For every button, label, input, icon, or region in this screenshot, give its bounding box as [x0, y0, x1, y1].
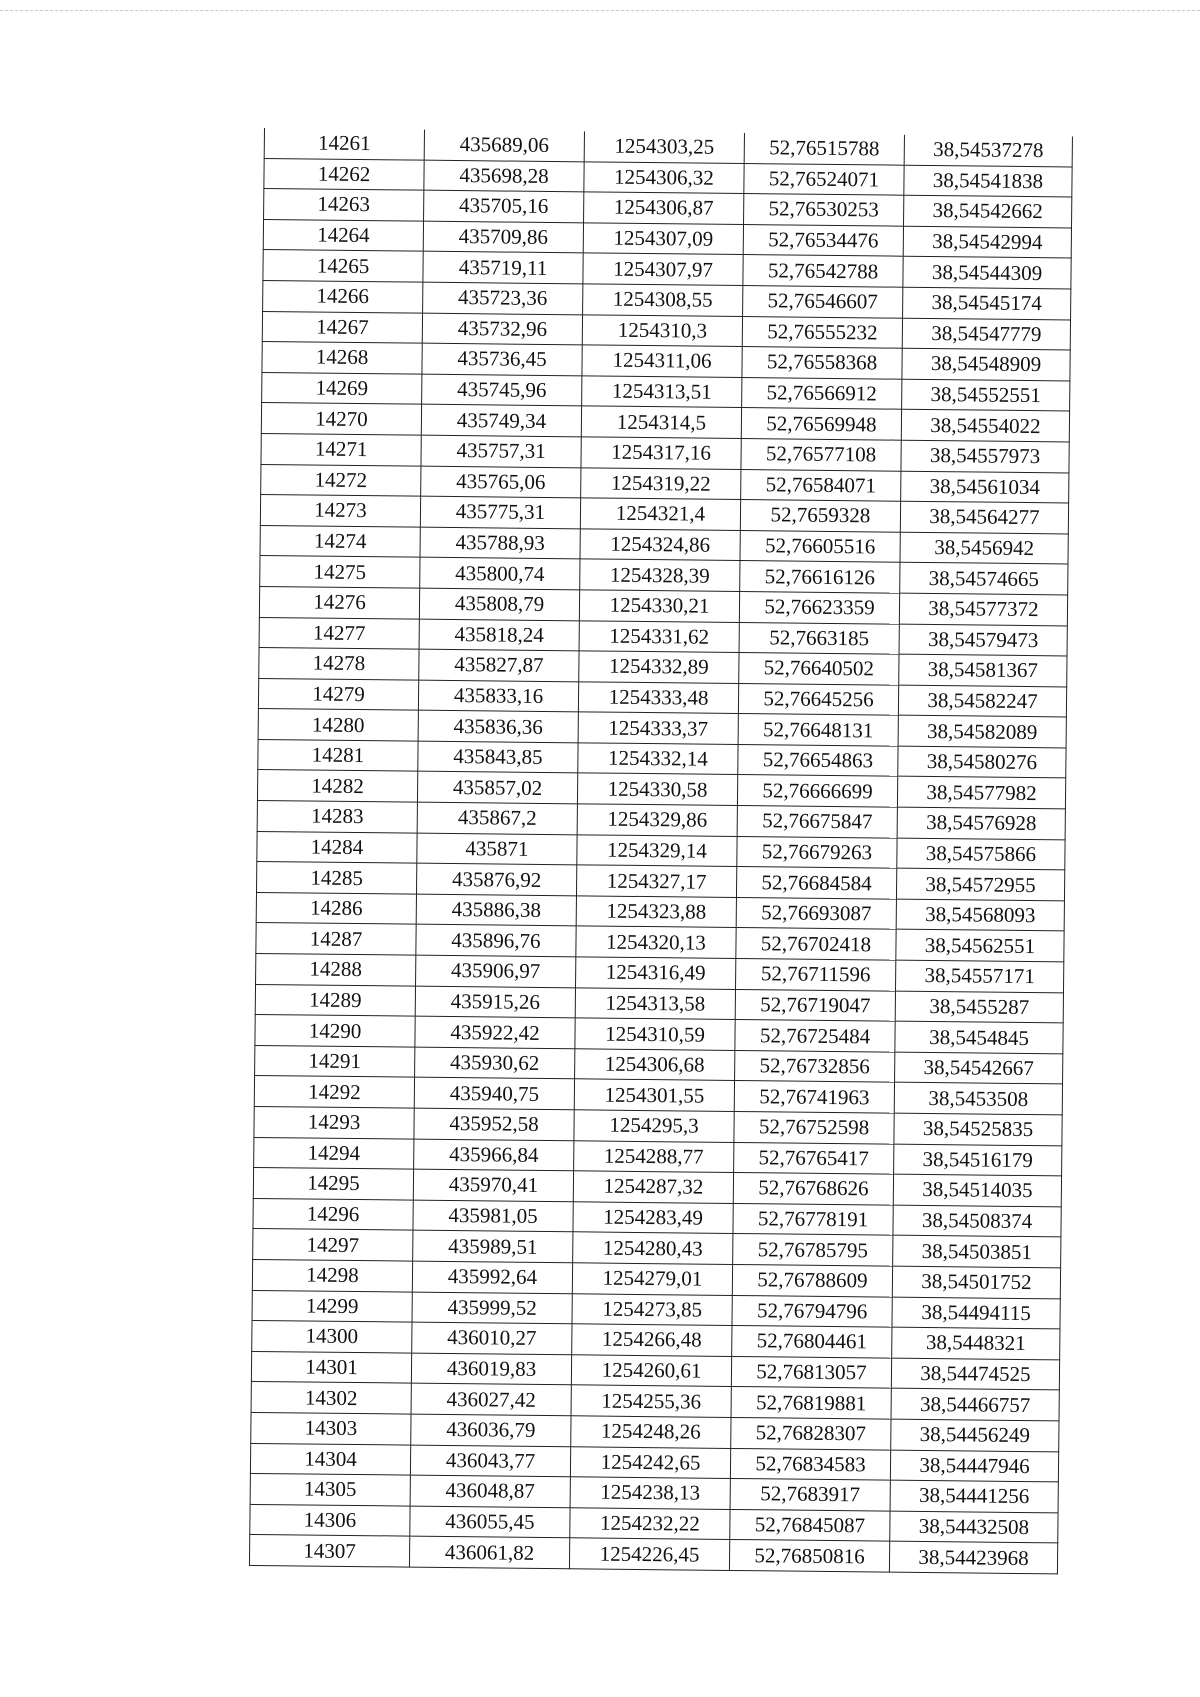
y-coordinate-cell: 1254323,88 [576, 896, 736, 928]
point-number-cell: 14303 [251, 1412, 411, 1444]
y-coordinate-cell: 1254307,97 [583, 253, 743, 285]
latitude-cell: 52,76666699 [737, 775, 897, 807]
x-coordinate-cell: 435705,16 [424, 190, 584, 222]
latitude-cell: 52,76845087 [730, 1509, 890, 1541]
latitude-cell: 52,76752598 [734, 1111, 894, 1143]
latitude-cell: 52,76675847 [737, 806, 897, 838]
x-coordinate-cell: 435922,42 [415, 1016, 575, 1048]
point-number-cell: 14273 [260, 495, 420, 527]
point-number-cell: 14293 [254, 1106, 414, 1138]
x-coordinate-cell: 435827,87 [419, 649, 579, 681]
x-coordinate-cell: 435896,76 [416, 925, 576, 957]
longitude-cell: 38,5454845 [895, 1021, 1063, 1053]
latitude-cell: 52,76725484 [735, 1020, 895, 1052]
latitude-cell: 52,76648131 [738, 714, 898, 746]
y-coordinate-cell: 1254329,86 [577, 804, 737, 836]
latitude-cell: 52,76645256 [738, 683, 898, 715]
y-coordinate-cell: 1254279,01 [572, 1263, 732, 1295]
point-number-cell: 14305 [250, 1474, 410, 1506]
longitude-cell: 38,54466757 [891, 1388, 1059, 1420]
point-number-cell: 14283 [257, 801, 417, 833]
y-coordinate-cell: 1254313,51 [582, 376, 742, 408]
x-coordinate-cell: 435719,11 [423, 252, 583, 284]
x-coordinate-cell: 435775,31 [420, 496, 580, 528]
x-coordinate-cell: 435709,86 [423, 221, 583, 253]
scan-edge-line [0, 10, 1200, 11]
x-coordinate-cell: 435981,05 [413, 1200, 573, 1232]
point-number-cell: 14285 [256, 862, 416, 894]
point-number-cell: 14278 [259, 648, 419, 680]
longitude-cell: 38,54474525 [891, 1358, 1059, 1390]
longitude-cell: 38,5453508 [894, 1083, 1062, 1115]
y-coordinate-cell: 1254283,49 [573, 1202, 733, 1234]
x-coordinate-cell: 435867,2 [417, 802, 577, 834]
longitude-cell: 38,54561034 [901, 471, 1069, 503]
latitude-cell: 52,76693087 [736, 897, 896, 929]
longitude-cell: 38,54494115 [892, 1297, 1060, 1329]
point-number-cell: 14265 [263, 250, 423, 282]
longitude-cell: 38,54441256 [890, 1480, 1058, 1512]
point-number-cell: 14291 [255, 1045, 415, 1077]
longitude-cell: 38,54564277 [900, 501, 1068, 533]
point-number-cell: 14261 [264, 128, 424, 160]
longitude-cell: 38,54582089 [898, 715, 1066, 747]
x-coordinate-cell: 435800,74 [420, 557, 580, 589]
x-coordinate-cell: 435818,24 [419, 619, 579, 651]
y-coordinate-cell: 1254320,13 [576, 926, 736, 958]
latitude-cell: 52,76768626 [733, 1173, 893, 1205]
point-number-cell: 14306 [250, 1504, 410, 1536]
point-number-cell: 14304 [250, 1443, 410, 1475]
x-coordinate-cell: 436027,42 [411, 1383, 571, 1415]
longitude-cell: 38,5456942 [900, 532, 1068, 564]
longitude-cell: 38,54514035 [893, 1174, 1061, 1206]
x-coordinate-cell: 435843,85 [418, 741, 578, 773]
latitude-cell: 52,76834583 [730, 1448, 890, 1480]
point-number-cell: 14282 [257, 770, 417, 802]
x-coordinate-cell: 435788,93 [420, 527, 580, 559]
y-coordinate-cell: 1254255,36 [571, 1385, 731, 1417]
y-coordinate-cell: 1254273,85 [572, 1293, 732, 1325]
longitude-cell: 38,54557973 [901, 440, 1069, 472]
longitude-cell: 38,54423968 [889, 1541, 1057, 1573]
point-number-cell: 14302 [251, 1382, 411, 1414]
latitude-cell: 52,76524071 [744, 163, 904, 195]
y-coordinate-cell: 1254316,49 [576, 957, 736, 989]
longitude-cell: 38,54516179 [894, 1144, 1062, 1176]
x-coordinate-cell: 435940,75 [414, 1078, 574, 1110]
longitude-cell: 38,54456249 [891, 1419, 1059, 1451]
x-coordinate-cell: 435732,96 [422, 313, 582, 345]
y-coordinate-cell: 1254307,09 [583, 223, 743, 255]
longitude-cell: 38,54432508 [890, 1511, 1058, 1543]
latitude-cell: 52,76654863 [738, 744, 898, 776]
latitude-cell: 52,76732856 [735, 1050, 895, 1082]
longitude-cell: 38,54548909 [902, 348, 1070, 380]
latitude-cell: 52,76785795 [733, 1234, 893, 1266]
x-coordinate-cell: 435765,06 [421, 466, 581, 498]
x-coordinate-cell: 436010,27 [412, 1322, 572, 1354]
longitude-cell: 38,54544309 [903, 257, 1071, 289]
y-coordinate-cell: 1254226,45 [569, 1538, 729, 1570]
longitude-cell: 38,54525835 [894, 1113, 1062, 1145]
x-coordinate-cell: 435999,52 [412, 1292, 572, 1324]
x-coordinate-cell: 435915,26 [415, 986, 575, 1018]
y-coordinate-cell: 1254331,62 [579, 620, 739, 652]
y-coordinate-cell: 1254306,68 [575, 1049, 735, 1081]
point-number-cell: 14271 [261, 433, 421, 465]
point-number-cell: 14269 [262, 372, 422, 404]
y-coordinate-cell: 1254308,55 [583, 284, 743, 316]
point-number-cell: 14301 [251, 1351, 411, 1383]
x-coordinate-cell: 435749,34 [421, 405, 581, 437]
latitude-cell: 52,76788609 [732, 1264, 892, 1296]
longitude-cell: 38,54574665 [900, 562, 1068, 594]
latitude-cell: 52,76813057 [731, 1356, 891, 1388]
point-number-cell: 14274 [260, 525, 420, 557]
latitude-cell: 52,76546607 [743, 285, 903, 317]
y-coordinate-cell: 1254287,32 [573, 1171, 733, 1203]
y-coordinate-cell: 1254280,43 [573, 1232, 733, 1264]
longitude-cell: 38,54577372 [899, 593, 1067, 625]
point-number-cell: 14289 [255, 984, 415, 1016]
longitude-cell: 38,54503851 [893, 1236, 1061, 1268]
latitude-cell: 52,76679263 [737, 836, 897, 868]
point-number-cell: 14290 [255, 1015, 415, 1047]
point-number-cell: 14300 [252, 1321, 412, 1353]
latitude-cell: 52,7683917 [730, 1479, 890, 1511]
x-coordinate-cell: 435989,51 [413, 1230, 573, 1262]
x-coordinate-cell: 436019,83 [411, 1353, 571, 1385]
y-coordinate-cell: 1254317,16 [581, 437, 741, 469]
y-coordinate-cell: 1254301,55 [574, 1079, 734, 1111]
latitude-cell: 52,76515788 [744, 133, 904, 165]
y-coordinate-cell: 1254321,4 [580, 498, 740, 530]
latitude-cell: 52,76850816 [729, 1540, 889, 1572]
point-number-cell: 14263 [264, 189, 424, 221]
point-number-cell: 14280 [258, 709, 418, 741]
x-coordinate-cell: 435930,62 [415, 1047, 575, 1079]
x-coordinate-cell: 435757,31 [421, 435, 581, 467]
latitude-cell: 52,76684584 [736, 867, 896, 899]
latitude-cell: 52,76534476 [743, 224, 903, 256]
y-coordinate-cell: 1254319,22 [581, 467, 741, 499]
longitude-cell: 38,54579473 [899, 624, 1067, 656]
latitude-cell: 52,76804461 [732, 1326, 892, 1358]
y-coordinate-cell: 1254266,48 [572, 1324, 732, 1356]
y-coordinate-cell: 1254288,77 [574, 1140, 734, 1172]
y-coordinate-cell: 1254303,25 [584, 131, 744, 163]
x-coordinate-cell: 435970,41 [413, 1169, 573, 1201]
point-number-cell: 14272 [261, 464, 421, 496]
x-coordinate-cell: 435871 [417, 833, 577, 865]
latitude-cell: 52,76542788 [743, 255, 903, 287]
longitude-cell: 38,54537278 [904, 135, 1072, 167]
point-number-cell: 14288 [256, 953, 416, 985]
y-coordinate-cell: 1254314,5 [581, 406, 741, 438]
latitude-cell: 52,76616126 [740, 561, 900, 593]
y-coordinate-cell: 1254295,3 [574, 1110, 734, 1142]
x-coordinate-cell: 436048,87 [410, 1475, 570, 1507]
point-number-cell: 14281 [258, 739, 418, 771]
x-coordinate-cell: 436036,79 [411, 1414, 571, 1446]
y-coordinate-cell: 1254313,58 [575, 987, 735, 1019]
latitude-cell: 52,76741963 [734, 1081, 894, 1113]
x-coordinate-cell: 435952,58 [414, 1108, 574, 1140]
longitude-cell: 38,54547779 [902, 318, 1070, 350]
point-number-cell: 14267 [262, 311, 422, 343]
latitude-cell: 52,76530253 [744, 194, 904, 226]
point-number-cell: 14284 [257, 831, 417, 863]
latitude-cell: 52,76711596 [736, 959, 896, 991]
point-number-cell: 14279 [258, 678, 418, 710]
y-coordinate-cell: 1254329,14 [577, 834, 737, 866]
point-number-cell: 14292 [254, 1076, 414, 1108]
y-coordinate-cell: 1254332,89 [579, 651, 739, 683]
y-coordinate-cell: 1254248,26 [571, 1416, 731, 1448]
latitude-cell: 52,7659328 [740, 500, 900, 532]
y-coordinate-cell: 1254311,06 [582, 345, 742, 377]
y-coordinate-cell: 1254310,3 [582, 314, 742, 346]
x-coordinate-cell: 436043,77 [410, 1445, 570, 1477]
y-coordinate-cell: 1254330,21 [579, 590, 739, 622]
longitude-cell: 38,54575866 [897, 838, 1065, 870]
latitude-cell: 52,7663185 [739, 622, 899, 654]
y-coordinate-cell: 1254306,32 [584, 161, 744, 193]
y-coordinate-cell: 1254330,58 [577, 773, 737, 805]
latitude-cell: 52,76555232 [742, 316, 902, 348]
x-coordinate-cell: 435745,96 [422, 374, 582, 406]
longitude-cell: 38,54576928 [897, 807, 1065, 839]
longitude-cell: 38,54572955 [896, 868, 1064, 900]
x-coordinate-cell: 435857,02 [417, 772, 577, 804]
point-number-cell: 14297 [253, 1229, 413, 1261]
latitude-cell: 52,76584071 [741, 469, 901, 501]
y-coordinate-cell: 1254260,61 [571, 1355, 731, 1387]
x-coordinate-cell: 435689,06 [424, 130, 584, 162]
point-number-cell: 14286 [256, 892, 416, 924]
latitude-cell: 52,76819881 [731, 1387, 891, 1419]
longitude-cell: 38,54508374 [893, 1205, 1061, 1237]
coordinates-table [249, 128, 1073, 1574]
longitude-cell: 38,54447946 [890, 1450, 1058, 1482]
latitude-cell: 52,76828307 [731, 1417, 891, 1449]
point-number-cell: 14270 [261, 403, 421, 435]
point-number-cell: 14264 [263, 219, 423, 251]
x-coordinate-cell: 435698,28 [424, 160, 584, 192]
latitude-cell: 52,76719047 [735, 989, 895, 1021]
point-number-cell: 14266 [263, 280, 423, 312]
x-coordinate-cell: 435992,64 [412, 1261, 572, 1293]
longitude-cell: 38,54580276 [898, 746, 1066, 778]
point-number-cell: 14296 [253, 1198, 413, 1230]
longitude-cell: 38,5455287 [895, 991, 1063, 1023]
longitude-cell: 38,54554022 [901, 410, 1069, 442]
point-number-cell: 14262 [264, 158, 424, 190]
y-coordinate-cell: 1254332,14 [578, 743, 738, 775]
longitude-cell: 38,54582247 [898, 685, 1066, 717]
point-number-cell: 14299 [252, 1290, 412, 1322]
y-coordinate-cell: 1254242,65 [570, 1446, 730, 1478]
longitude-cell: 38,54557171 [895, 960, 1063, 992]
longitude-cell: 38,54542667 [895, 1052, 1063, 1084]
point-number-cell: 14275 [260, 556, 420, 588]
point-number-cell: 14294 [254, 1137, 414, 1169]
longitude-cell: 38,5448321 [892, 1327, 1060, 1359]
x-coordinate-cell: 435906,97 [416, 955, 576, 987]
longitude-cell: 38,54542662 [904, 195, 1072, 227]
x-coordinate-cell: 435833,16 [418, 680, 578, 712]
latitude-cell: 52,76702418 [736, 928, 896, 960]
longitude-cell: 38,54545174 [903, 287, 1071, 319]
longitude-cell: 38,54577982 [897, 777, 1065, 809]
latitude-cell: 52,76558368 [742, 347, 902, 379]
latitude-cell: 52,76765417 [734, 1142, 894, 1174]
x-coordinate-cell: 435876,92 [416, 863, 576, 895]
longitude-cell: 38,54542994 [903, 226, 1071, 258]
x-coordinate-cell: 436055,45 [410, 1506, 570, 1538]
latitude-cell: 52,76623359 [739, 591, 899, 623]
y-coordinate-cell: 1254232,22 [570, 1507, 730, 1539]
longitude-cell: 38,54501752 [892, 1266, 1060, 1298]
x-coordinate-cell: 435723,36 [423, 282, 583, 314]
latitude-cell: 52,76794796 [732, 1295, 892, 1327]
y-coordinate-cell: 1254327,17 [576, 865, 736, 897]
y-coordinate-cell: 1254238,13 [570, 1477, 730, 1509]
y-coordinate-cell: 1254333,37 [578, 712, 738, 744]
point-number-cell: 14268 [262, 342, 422, 374]
x-coordinate-cell: 436061,82 [409, 1536, 569, 1568]
longitude-cell: 38,54581367 [899, 654, 1067, 686]
coordinates-table-body [249, 128, 1072, 1574]
point-number-cell: 14277 [259, 617, 419, 649]
point-number-cell: 14298 [252, 1259, 412, 1291]
x-coordinate-cell: 435836,36 [418, 710, 578, 742]
x-coordinate-cell: 435966,84 [414, 1139, 574, 1171]
x-coordinate-cell: 435886,38 [416, 894, 576, 926]
x-coordinate-cell: 435736,45 [422, 343, 582, 375]
y-coordinate-cell: 1254310,59 [575, 1018, 735, 1050]
point-number-cell: 14307 [249, 1535, 409, 1567]
latitude-cell: 52,76566912 [742, 377, 902, 409]
longitude-cell: 38,54562551 [896, 930, 1064, 962]
longitude-cell: 38,54541838 [904, 165, 1072, 197]
y-coordinate-cell: 1254328,39 [580, 559, 740, 591]
latitude-cell: 52,76569948 [741, 408, 901, 440]
latitude-cell: 52,76778191 [733, 1203, 893, 1235]
y-coordinate-cell: 1254324,86 [580, 529, 740, 561]
point-number-cell: 14295 [253, 1168, 413, 1200]
y-coordinate-cell: 1254333,48 [578, 682, 738, 714]
point-number-cell: 14276 [259, 586, 419, 618]
y-coordinate-cell: 1254306,87 [584, 192, 744, 224]
point-number-cell: 14287 [256, 923, 416, 955]
latitude-cell: 52,76640502 [739, 653, 899, 685]
longitude-cell: 38,54552551 [902, 379, 1070, 411]
x-coordinate-cell: 435808,79 [419, 588, 579, 620]
latitude-cell: 52,76605516 [740, 530, 900, 562]
longitude-cell: 38,54568093 [896, 899, 1064, 931]
latitude-cell: 52,76577108 [741, 438, 901, 470]
